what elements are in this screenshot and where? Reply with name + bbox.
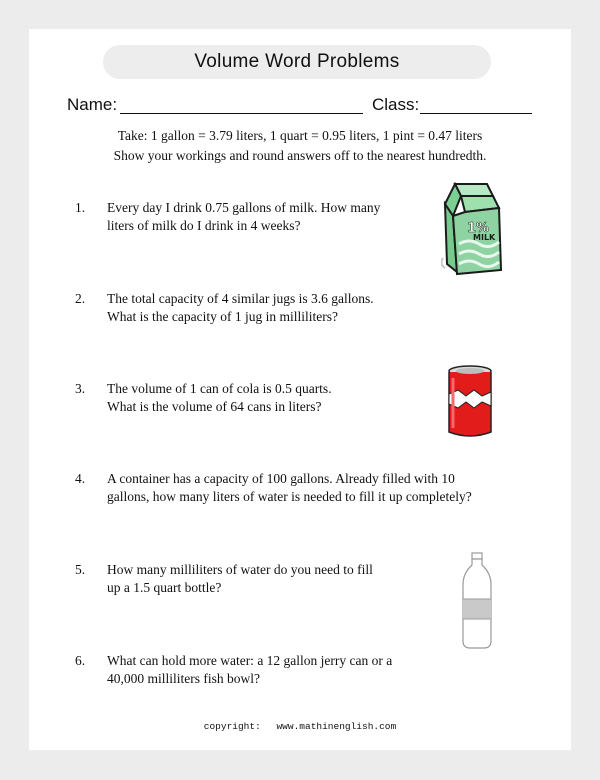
question-number: 3. <box>75 381 86 396</box>
class-label: Class: <box>372 95 420 114</box>
question-number: 1. <box>75 200 86 215</box>
question-number: 4. <box>75 471 86 486</box>
worksheet-page <box>29 29 571 750</box>
question-text-line: A container has a capacity of 100 gallons. Already filled with 10 <box>107 471 455 486</box>
question-text-line: The total capacity of 4 similar jugs is 3.6 gallons. <box>107 291 374 306</box>
milk-carton-icon <box>441 182 511 278</box>
name-label: Name: <box>67 95 118 114</box>
milk-percent-label: 1% <box>467 221 490 236</box>
title-text: Volume Word Problems <box>194 51 400 72</box>
question-number: 2. <box>75 291 86 306</box>
question-text-line: up a 1.5 quart bottle? <box>107 580 222 595</box>
cola-can-icon <box>444 364 496 440</box>
rounding-instruction: Show your workings and round answers off to the nearest hundredth. <box>113 148 487 163</box>
water-bottle-icon <box>459 551 495 651</box>
question-text-line: gallons, how many liters of water is needed to fill it up completely? <box>107 489 472 504</box>
question-text-line: Every day I drink 0.75 gallons of milk. How many <box>107 200 381 215</box>
question-text-line: liters of milk do I drink in 4 weeks? <box>107 218 301 233</box>
milk-word-label: MILK <box>473 233 496 242</box>
question-text-line: What is the capacity of 1 jug in milliliters? <box>107 309 338 324</box>
name-blank-line[interactable] <box>120 113 363 114</box>
question-number: 6. <box>75 653 86 668</box>
site-url[interactable]: www.mathinenglish.com <box>276 721 397 732</box>
worksheet-title <box>103 45 491 79</box>
conversion-note: Take: 1 gallon = 3.79 liters, 1 quart = 0.95 liters, 1 pint = 0.47 liters <box>117 128 483 143</box>
copyright-label: copyright: <box>203 721 261 732</box>
question-text-line: What is the volume of 64 cans in liters? <box>107 399 322 414</box>
class-blank-line[interactable] <box>420 113 532 114</box>
question-text-line: How many milliliters of water do you need to fill <box>107 562 373 577</box>
question-text-line: What can hold more water: a 12 gallon jerry can or a <box>107 653 393 668</box>
name-class-row <box>67 93 537 117</box>
question-text-line: 40,000 milliliters fish bowl? <box>107 671 260 686</box>
question-number: 5. <box>75 562 86 577</box>
footer <box>29 721 571 732</box>
question-text-line: The volume of 1 can of cola is 0.5 quarts. <box>107 381 332 396</box>
